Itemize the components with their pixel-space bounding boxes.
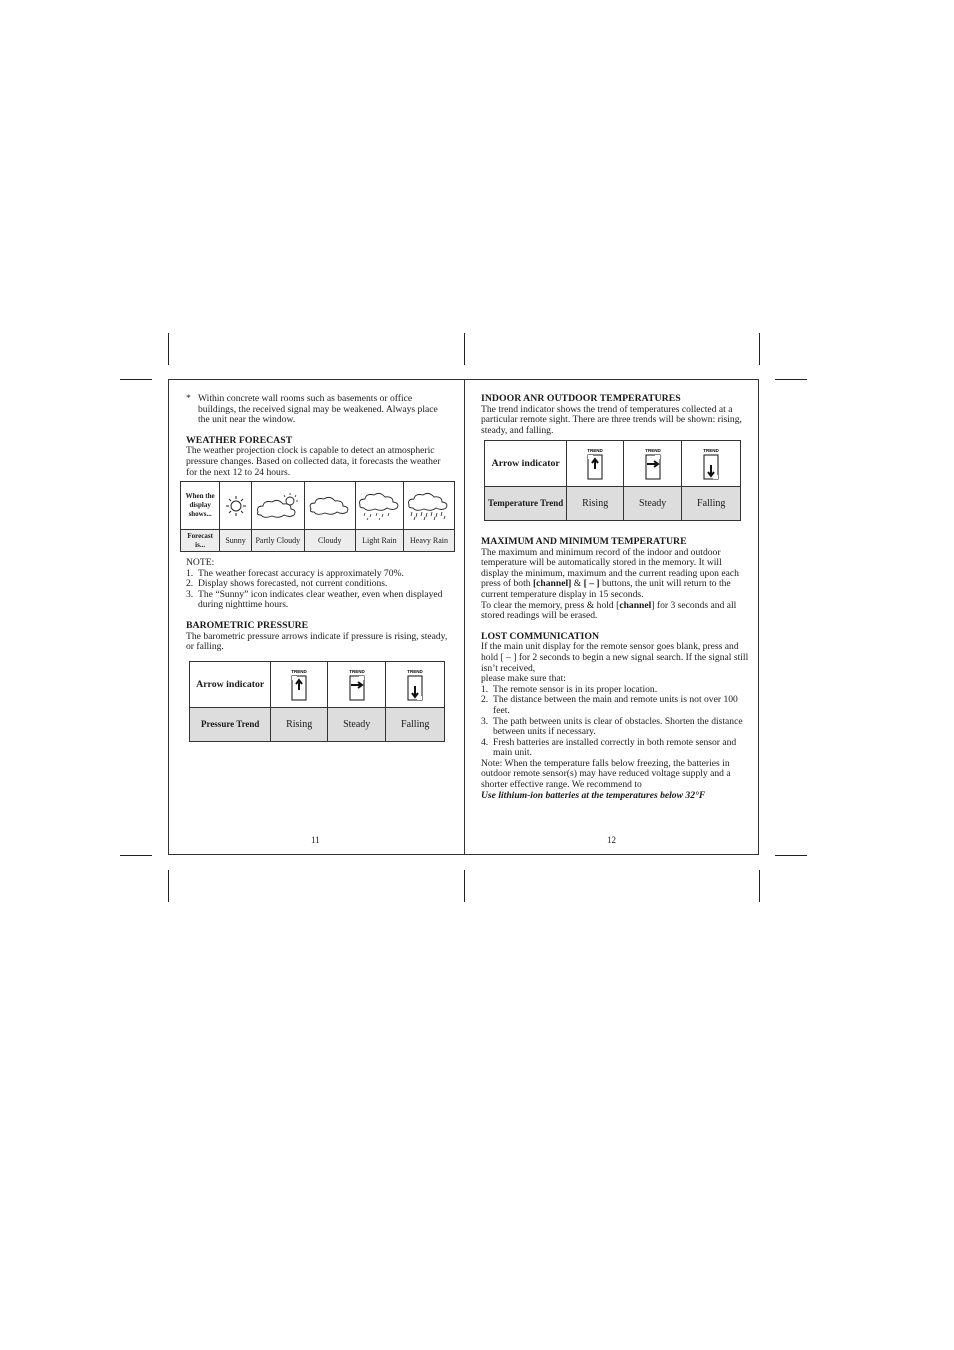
note-item: 3. The “Sunny” icon indicates clear weather, even when displayed during nighttime hours. (186, 588, 443, 611)
crop-mark (464, 870, 465, 902)
falling-arrow-icon (682, 441, 741, 487)
clear-memory-paragraph: To clear the memory, press & hold [channel] for 3 seconds and all stored readings will be erased. (481, 599, 737, 622)
crop-mark (120, 855, 152, 856)
crop-mark (759, 870, 760, 902)
rising-arrow-icon (567, 441, 624, 487)
note-heading: NOTE: (186, 557, 215, 568)
check-item: 2. The distance between the main and remote units is not over 100 feet. (481, 694, 738, 716)
weather-forecast-intro: The weather projection clock is capable to detect an atmospheric pressure changes. Based on collected data, it forecasts the weather for the next 12 to 24 hours. (186, 445, 441, 478)
crop-mark (168, 333, 169, 365)
forecast-row1-label: When the display shows... (181, 482, 220, 530)
bullet-text: Within concrete wall rooms such as basements or office buildings, the received signal may be weakened. Always place the unit near the window. (198, 393, 438, 426)
temp-trend-value: Rising (567, 487, 624, 521)
check-item: 1. The remote sensor is in its proper location. (481, 683, 658, 695)
forecast-value: Light Rain (355, 530, 403, 552)
note-item: 2. Display shows forecasted, not current conditions. (186, 578, 388, 590)
rising-arrow-icon (271, 662, 328, 708)
crop-mark (168, 870, 169, 902)
check-item: 4. Fresh batteries are installed correctly in both remote sensor and main unit. (481, 736, 737, 759)
bullet-star: * (186, 393, 191, 404)
lost-communication-heading: LOST COMMUNICATION (481, 630, 600, 642)
partly-cloudy-icon (251, 482, 304, 530)
lost-communication-check: please make sure that: (481, 673, 566, 685)
bullet-item (186, 394, 450, 426)
forecast-value: Sunny (220, 530, 252, 552)
svg-text:TREND: TREND (644, 447, 661, 453)
sun-icon (220, 482, 252, 530)
check-item: 3. The path between units is clear of obstacles. Shorten the distance between units if necessary. (481, 715, 743, 738)
temp-row1-label: Arrow indicator (485, 441, 567, 487)
right-page-body (481, 537, 749, 801)
temperature-table (484, 440, 741, 521)
barometric-heading: BAROMETRIC PRESSURE (186, 619, 309, 631)
temp-row2-label: Temperature Trend (485, 487, 567, 521)
svg-text:TREND: TREND (587, 447, 603, 453)
left-notes (186, 558, 450, 653)
svg-text:TREND: TREND (291, 668, 307, 674)
light-rain-icon (355, 482, 403, 530)
crop-mark (775, 379, 807, 380)
right-page-top (481, 394, 747, 436)
page-number-left: 11 (311, 835, 320, 845)
page-number-right: 12 (607, 835, 616, 845)
svg-text:TREND: TREND (407, 668, 423, 674)
cloud-icon (304, 482, 355, 530)
svg-text:TREND: TREND (703, 447, 719, 453)
lost-communication-intro: If the main unit display for the remote sensor goes blank, press and hold [ – ] for 2 seconds to begin a new signal search. If the signal still isn’t received, (481, 641, 749, 674)
crop-mark (120, 379, 152, 380)
baro-trend-value: Falling (386, 708, 445, 742)
temp-trend-value: Falling (682, 487, 741, 521)
steady-arrow-icon (623, 441, 681, 487)
temp-trend-value: Steady (623, 487, 681, 521)
final-note: Note: When the temperature falls below freezing, the batteries in outdoor remote sensor(s) may have reduced voltage supply and a shorter effective range. We recommend to (481, 757, 731, 791)
temperature-intro: The trend indicator shows the trend of temperatures collected at a particular remote sight. There are three trends will be shown: rising, steady, and falling. (481, 403, 742, 436)
crop-mark (759, 333, 760, 365)
falling-arrow-icon (386, 662, 445, 708)
forecast-row2-label: Forecast is... (181, 530, 220, 552)
barometric-table (189, 661, 445, 742)
heavy-rain-icon (404, 482, 455, 530)
crop-mark (464, 333, 465, 365)
left-page (186, 394, 450, 478)
svg-text:TREND: TREND (348, 668, 365, 674)
maxmin-heading: MAXIMUM AND MINIMUM TEMPERATURE (481, 536, 687, 547)
baro-row2-label: Pressure Trend (190, 708, 271, 742)
forecast-value: Partly Cloudy (251, 530, 304, 552)
final-note-emphasis: Use lithium-ion batteries at the temperatures below 32°F (481, 789, 706, 801)
baro-row1-label: Arrow indicator (190, 662, 271, 708)
steady-arrow-icon (327, 662, 385, 708)
page-divider (464, 379, 465, 855)
crop-mark (775, 855, 807, 856)
weather-forecast-heading: WEATHER FORECAST (186, 434, 293, 446)
maxmin-paragraph: The maximum and minimum record of the indoor and outdoor temperature will be automatically stored in the memory. It will display the minimum, maximum and the current reading upon each press of both [channel] & [ – ] buttons, the unit will return to the current temperature display in 15 seconds. (481, 546, 739, 600)
note-item: 1. The weather forecast accuracy is approximately 70%. (186, 567, 404, 579)
forecast-value: Heavy Rain (404, 530, 455, 552)
forecast-value: Cloudy (304, 530, 355, 552)
baro-trend-value: Rising (271, 708, 328, 742)
temperature-heading: INDOOR ANR OUTDOOR TEMPERATURES (481, 393, 681, 404)
barometric-intro: The barometric pressure arrows indicate if pressure is rising, steady, or falling. (186, 630, 448, 653)
forecast-table (180, 481, 455, 552)
baro-trend-value: Steady (327, 708, 385, 742)
